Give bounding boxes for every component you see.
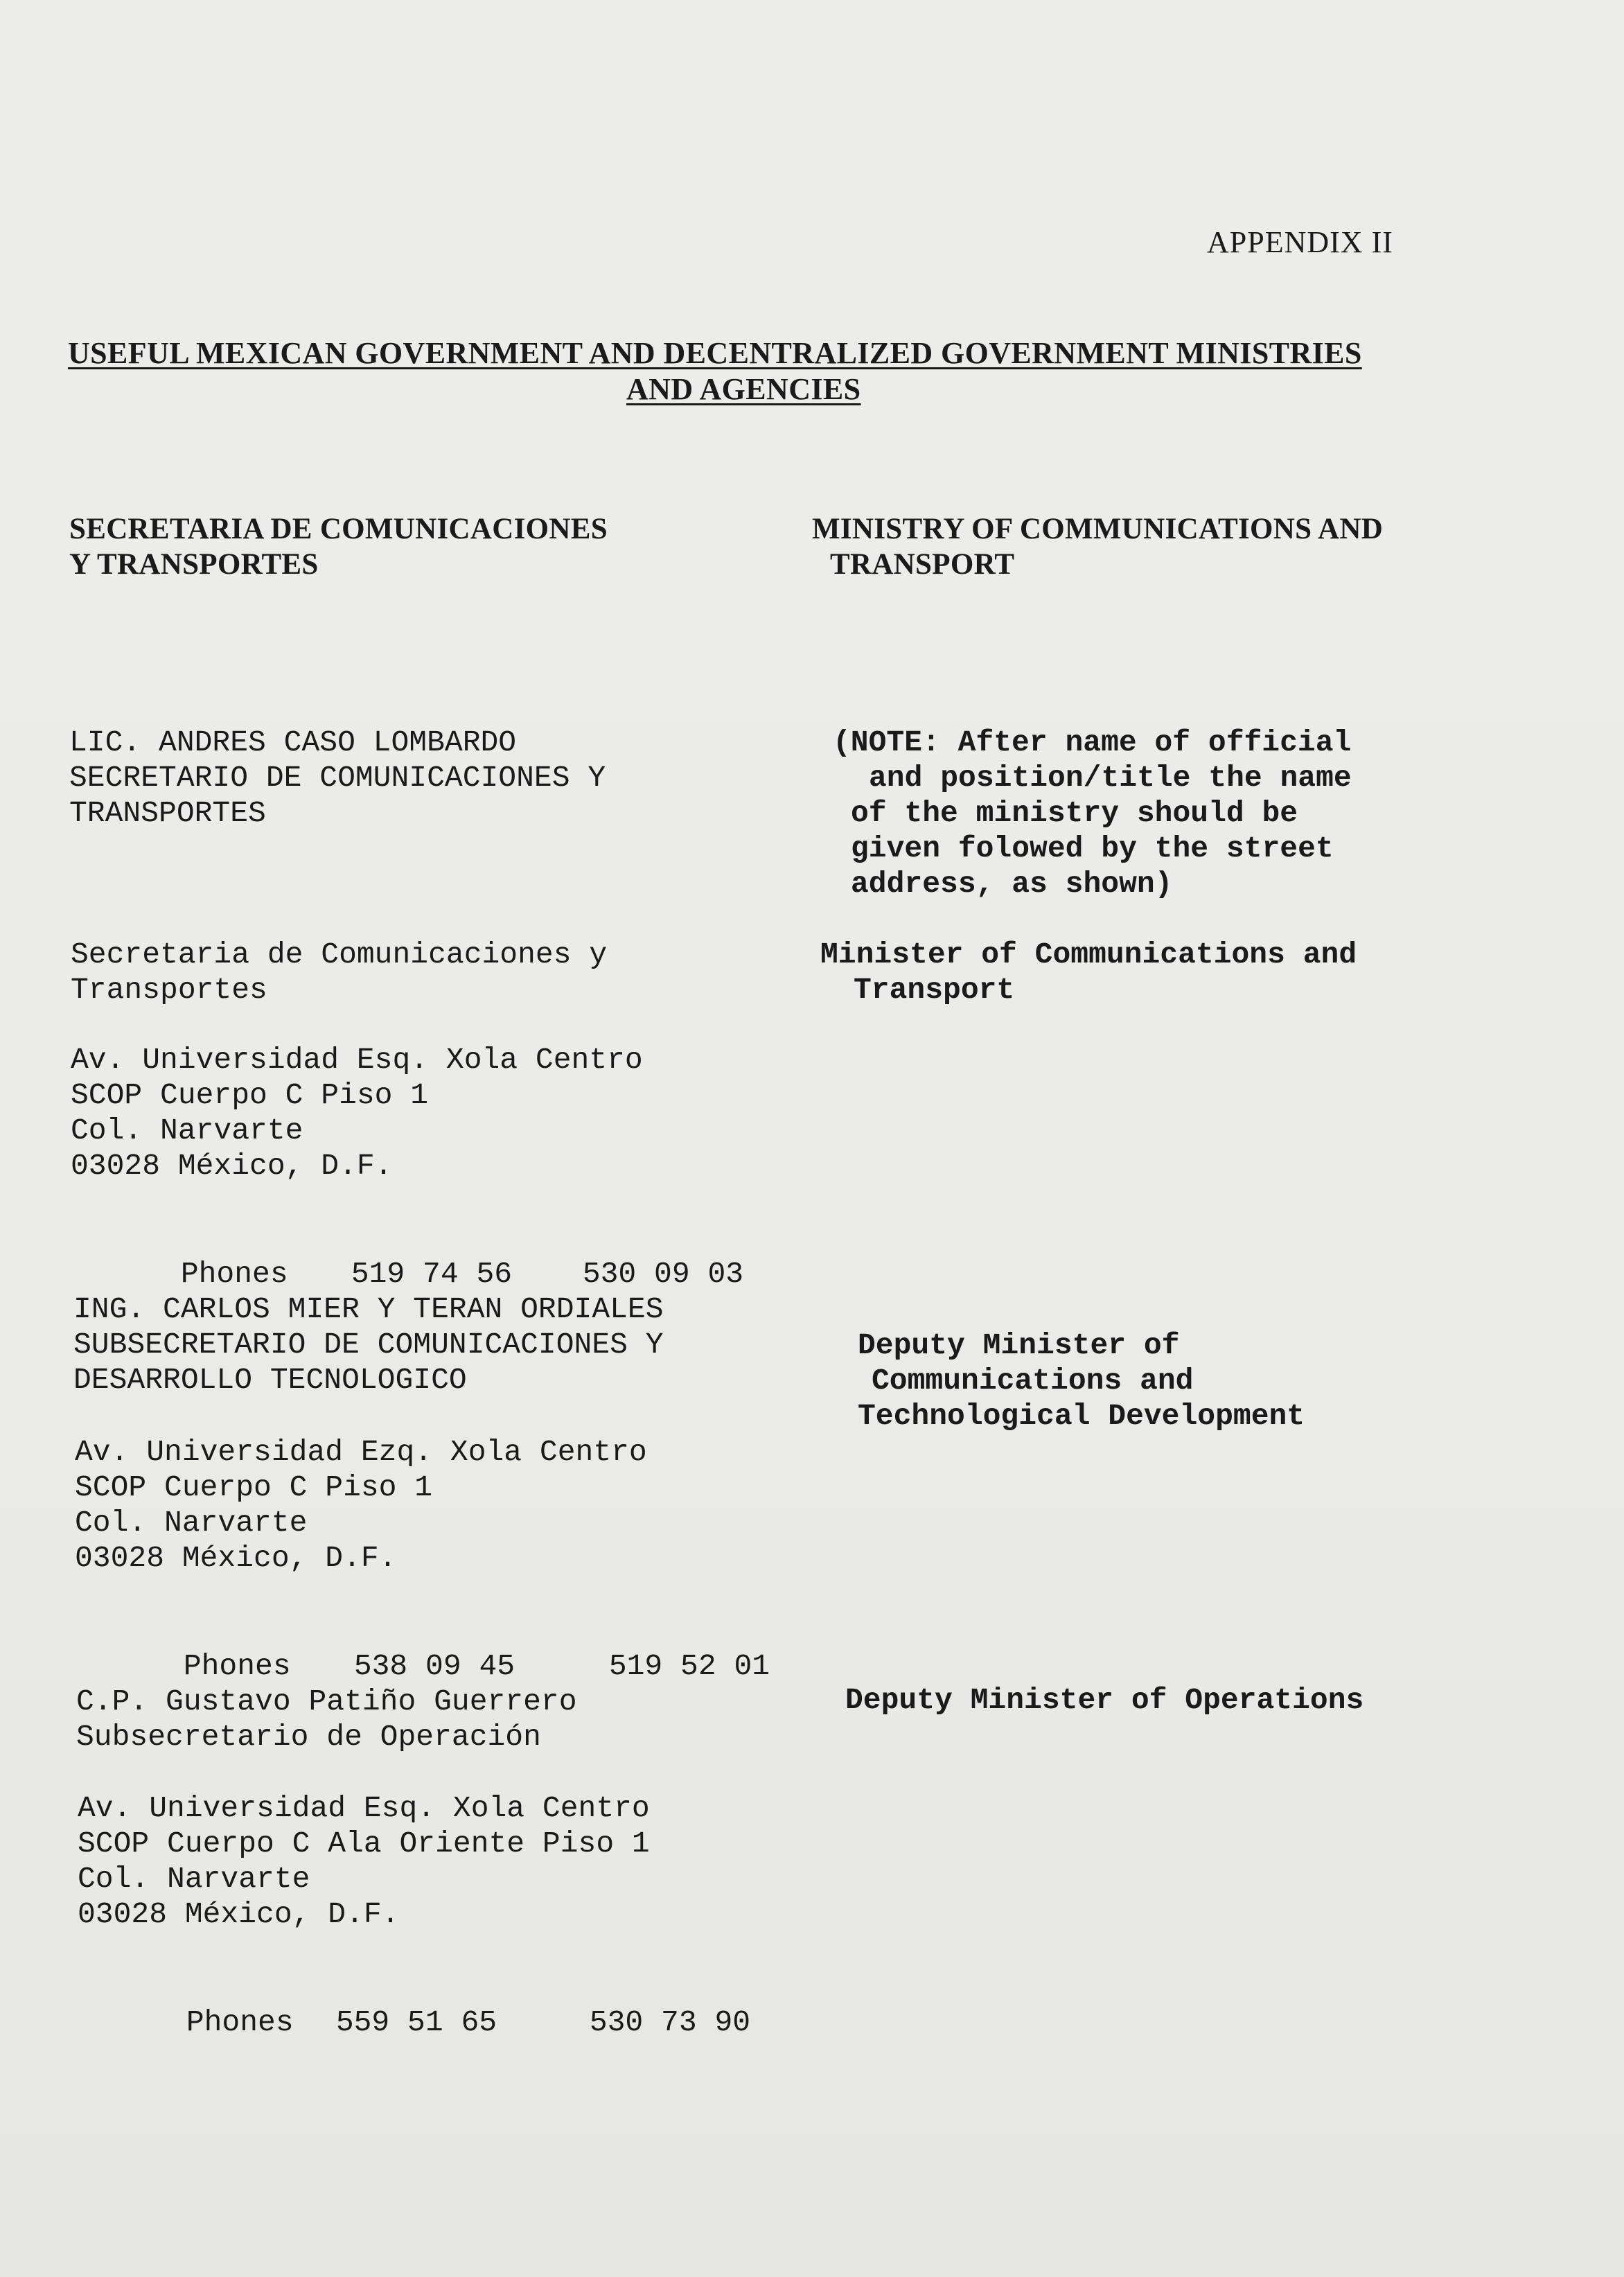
phone-number: 559 51 65 <box>335 2005 497 2039</box>
official-2-title: DESARROLLO TECNOLOGICO <box>73 1363 467 1397</box>
phones-3-row <box>79 1969 750 2075</box>
address-line: SCOP Cuerpo C Piso 1 <box>71 1078 429 1112</box>
right-heading-line: MINISTRY OF COMMUNICATIONS AND <box>812 513 1384 545</box>
note-line: address, as shown) <box>851 867 1173 901</box>
translation-line: Transport <box>854 973 1015 1007</box>
official-2-name: ING. CARLOS MIER Y TERAN ORDIALES <box>73 1292 664 1326</box>
left-section-heading <box>69 511 608 582</box>
right-heading-line: TRANSPORT <box>830 548 1015 581</box>
official-1-name: LIC. ANDRES CASO LOMBARDO <box>69 726 517 759</box>
address-1-block <box>71 1042 643 1184</box>
translation-line: Minister of Communications and <box>820 938 1357 972</box>
translation-3-block <box>845 1682 1363 1718</box>
note-block <box>833 725 1352 902</box>
ministry-name-line: Secretaria de Comunicaciones y <box>71 938 608 972</box>
page-title-line-1: USEFUL MEXICAN GOVERNMENT AND DECENTRALIZED GOVERNMENT MINISTRIES <box>68 336 1362 370</box>
appendix-label: APPENDIX II <box>1207 225 1393 259</box>
official-3-title: Subsecretario de Operación <box>76 1720 541 1754</box>
address-line: Av. Universidad Esq. Xola Centro <box>78 1791 650 1825</box>
official-3-name: C.P. Gustavo Patiño Guerrero <box>76 1685 577 1718</box>
note-line: of the ministry should be <box>851 796 1298 830</box>
address-3-block <box>78 1791 650 1932</box>
translation-line: Deputy Minister of <box>858 1328 1180 1362</box>
official-2-block <box>73 1292 664 1398</box>
phone-number: 519 52 01 <box>608 1649 770 1683</box>
address-line: 03028 México, D.F. <box>75 1541 397 1575</box>
phone-number: 519 74 56 <box>351 1257 513 1291</box>
phones-label: Phones <box>180 1257 288 1291</box>
phone-number: 530 73 90 <box>589 2005 751 2039</box>
ministry-name-block <box>71 937 607 1008</box>
page-title-line-2: AND AGENCIES <box>626 372 861 406</box>
address-line: Av. Universidad Ezq. Xola Centro <box>75 1435 647 1469</box>
address-line: SCOP Cuerpo C Ala Oriente Piso 1 <box>78 1827 650 1861</box>
right-section-heading <box>812 511 1383 582</box>
address-2-block <box>75 1434 647 1576</box>
official-3-block <box>76 1684 577 1755</box>
official-1-title: SECRETARIO DE COMUNICACIONES Y <box>69 761 606 795</box>
note-line: given folowed by the street <box>851 832 1334 865</box>
phones-label: Phones <box>186 2005 294 2039</box>
official-1-block <box>69 725 606 831</box>
address-line: Col. Narvarte <box>78 1862 310 1896</box>
phone-number: 538 09 45 <box>353 1649 515 1683</box>
translation-line: Technological Development <box>858 1399 1305 1433</box>
translation-line: Deputy Minister of Operations <box>845 1683 1364 1717</box>
address-line: Col. Narvarte <box>71 1114 303 1148</box>
left-heading-line: Y TRANSPORTES <box>69 548 319 581</box>
official-2-title: SUBSECRETARIO DE COMUNICACIONES Y <box>73 1328 664 1362</box>
translation-1-block <box>820 937 1357 1008</box>
address-line: SCOP Cuerpo C Piso 1 <box>75 1470 433 1504</box>
ministry-name-line: Transportes <box>71 973 267 1007</box>
official-1-title: TRANSPORTES <box>69 796 266 830</box>
translation-2-block <box>858 1328 1305 1434</box>
note-line: and position/title the name <box>869 761 1352 795</box>
note-line: (NOTE: After name of official <box>833 726 1352 759</box>
address-line: Av. Universidad Esq. Xola Centro <box>71 1043 643 1077</box>
phone-number: 530 09 03 <box>582 1257 744 1291</box>
translation-line: Communications and <box>872 1364 1194 1398</box>
address-line: 03028 México, D.F. <box>78 1897 400 1931</box>
address-line: Col. Narvarte <box>75 1506 308 1540</box>
address-line: 03028 México, D.F. <box>71 1149 393 1183</box>
left-heading-line: SECRETARIA DE COMUNICACIONES <box>69 513 608 545</box>
phones-label: Phones <box>183 1649 291 1683</box>
